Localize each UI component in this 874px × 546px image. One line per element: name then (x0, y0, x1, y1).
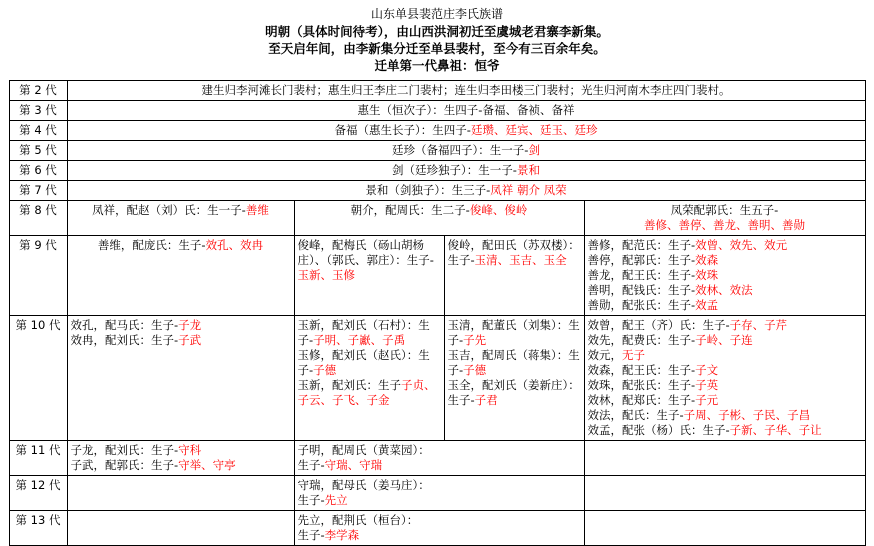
text-prefix: 效珠，配张氏：生子- (587, 378, 696, 392)
list-item (298, 513, 581, 528)
names-highlight: 子龙 (178, 318, 202, 332)
names-highlight: 守瑞、守瑞 (324, 458, 383, 472)
table-row (9, 476, 865, 511)
text-prefix: 效先，配费氏：生子- (587, 333, 696, 347)
document-title: 山东单县裴范庄李氏族谱 (370, 7, 503, 21)
names-highlight: 凤祥 朝介 凤荣 (490, 183, 567, 197)
generation-label: 第 8 代 (9, 201, 67, 236)
gen11-col4 (584, 441, 865, 476)
names-highlight: 子德 (313, 363, 337, 377)
names-highlight: 效林、效法 (695, 283, 753, 297)
gen8-col3-names: 善修、善停、善龙、善明、善勋 (644, 218, 805, 232)
names-highlight: 子明、子巚、子禹 (313, 333, 406, 347)
table-row (9, 181, 865, 201)
list-item (71, 458, 291, 473)
text-prefix: 守瑞，配母氏（姜马庄）： (297, 478, 430, 492)
text-prefix: 玉新，配刘氏（石村）：生子- (297, 318, 430, 347)
names-highlight: 子德 (463, 363, 487, 377)
generation-label: 第 11 代 (9, 441, 67, 476)
names-highlight: 效孟 (695, 298, 719, 312)
list-item (588, 283, 862, 298)
gen11-col2 (294, 441, 584, 476)
text-prefix: 效曾，配王（齐）氏：生子- (587, 318, 730, 332)
list-item (298, 378, 441, 408)
text-prefix: 效元， (587, 348, 622, 362)
list-item (588, 318, 862, 333)
generation-content (67, 181, 865, 201)
table-row (9, 101, 865, 121)
gen9-col1 (67, 236, 294, 316)
gen12-col4 (584, 476, 865, 511)
gen10-col3 (444, 316, 584, 441)
text-prefix: 善龙，配王氏：生子- (587, 268, 696, 282)
text-prefix: 善停，配郭氏：生子- (587, 253, 696, 267)
table-row (9, 511, 865, 546)
table-row (9, 121, 865, 141)
names-highlight: 子文 (695, 363, 719, 377)
table-row (9, 236, 865, 316)
list-item (588, 393, 862, 408)
gen9-col3 (444, 236, 584, 316)
names-highlight: 子新、子华、子让 (729, 423, 822, 437)
text-prefix: 玉新，配刘氏：生子 (297, 378, 401, 392)
list-item (71, 333, 291, 348)
names-highlight: 效曾、效先、效元 (695, 238, 788, 252)
text-prefix: 备福（惠生长子）：生四子- (334, 123, 471, 137)
list-item (448, 318, 581, 348)
text-prefix: 生子- (297, 528, 325, 542)
text-prefix: 廷珍（备福四子）：生一子- (392, 143, 529, 157)
names-highlight: 玉清、玉吉、玉全 (474, 253, 567, 267)
table-row (9, 81, 865, 101)
gen10-col1 (67, 316, 294, 441)
text-prefix: 生子- (297, 493, 325, 507)
list-item (71, 318, 291, 333)
list-item (588, 423, 862, 438)
text-prefix: 效孔，配马氏：生子- (70, 318, 179, 332)
names-highlight: 效珠 (695, 268, 719, 282)
names-highlight: 玉新、玉修 (297, 268, 355, 282)
gen12-col2 (294, 476, 584, 511)
text-prefix: 子武，配郭氏：生子- (70, 458, 179, 472)
names-highlight: 先立 (324, 493, 348, 507)
text-prefix: 子明，配周氏（黄菜园）： (297, 443, 430, 457)
generation-label: 第 7 代 (9, 181, 67, 201)
table-row (9, 141, 865, 161)
gen13-col2 (294, 511, 584, 546)
text-prefix: 玉全，配刘氏（姜新庄）：生子- (447, 378, 580, 407)
list-item (588, 238, 862, 253)
gen11-col1 (67, 441, 294, 476)
names-highlight: 善维 (245, 203, 269, 217)
text-prefix: 效林，配郑氏：生子- (587, 393, 696, 407)
text-prefix: 效法，配氏：生子- (587, 408, 684, 422)
gen8-col3-line1: 凤荣配郭氏：生五子- (670, 203, 779, 217)
text-prefix: 子龙，配刘氏：生子- (70, 443, 179, 457)
gen9-col2 (294, 236, 444, 316)
names-highlight: 无子 (622, 348, 645, 362)
text-prefix: 善维，配庞氏：生子- (97, 238, 206, 252)
text-prefix: 善勋，配张氏：生子- (587, 298, 696, 312)
text-prefix: 俊峰，配梅氏（砀山胡杨庄）、（郭氏、郭庄）：生子- (297, 238, 434, 267)
names-highlight: 子岭、子连 (695, 333, 753, 347)
text-prefix: 凤祥，配赵（刘）氏：生一子- (92, 203, 246, 217)
gen12-col1 (67, 476, 294, 511)
generation-content (67, 121, 865, 141)
generation-label: 第 6 代 (9, 161, 67, 181)
text-prefix: 俊岭，配田氏（苏双楼）：生子- (447, 238, 580, 267)
header-line-3: 至天启年间，由李新集分迁至单县裴村，至今有三百余年矣。 (268, 41, 606, 56)
names-highlight: 效孔、效冉 (205, 238, 264, 252)
text-prefix: 效森，配王氏：生子- (587, 363, 696, 377)
list-item (588, 333, 862, 348)
gen13-col4 (584, 511, 865, 546)
text-prefix: 剑（廷珍独子）：生一子- (392, 163, 517, 177)
list-item (588, 268, 862, 283)
list-item (298, 318, 441, 348)
names-highlight: 守举、守亭 (178, 458, 236, 472)
generation-content: 惠生（恒次子）：生四子-备福、备祯、备祥 (67, 101, 865, 121)
text-prefix: 朝介，配周氏：生二子- (350, 203, 470, 217)
generation-content (67, 161, 865, 181)
gen10-col2 (294, 316, 444, 441)
generation-label: 第 12 代 (9, 476, 67, 511)
gen9-col4 (584, 236, 865, 316)
list-item (588, 363, 862, 378)
list-item (588, 378, 862, 393)
list-item (298, 493, 581, 508)
names-highlight: 廷瓒、廷宾、廷玉、廷珍 (470, 123, 598, 137)
generation-content (67, 141, 865, 161)
document-header (0, 0, 874, 74)
list-item (298, 348, 441, 378)
text-prefix: 生子- (297, 458, 325, 472)
list-item (298, 443, 581, 458)
genealogy-table (9, 80, 866, 546)
text-prefix: 善修，配范氏：生子- (587, 238, 696, 252)
gen8-col2 (294, 201, 584, 236)
generation-label: 第 5 代 (9, 141, 67, 161)
table-row (9, 441, 865, 476)
text-prefix: 玉修，配刘氏（赵氏）：生子- (297, 348, 430, 377)
list-item (448, 378, 581, 408)
text-prefix: 善明，配钱氏：生子- (587, 283, 696, 297)
generation-label: 第 3 代 (9, 101, 67, 121)
names-highlight: 子君 (474, 393, 498, 407)
gen8-col3 (584, 201, 865, 236)
header-line-2: 明朝（具体时间待考），由山西洪洞初迁至虞城老君寨李新集。 (265, 24, 609, 39)
table-row (9, 161, 865, 181)
list-item (448, 348, 581, 378)
table-row (9, 316, 865, 441)
names-highlight: 子元 (695, 393, 719, 407)
text-prefix: 景和（剑独子）：生三子- (365, 183, 491, 197)
list-item (588, 408, 862, 423)
names-highlight: 子武 (178, 333, 202, 347)
gen13-col1 (67, 511, 294, 546)
names-highlight: 景和 (516, 163, 540, 177)
names-highlight: 子存、子芹 (729, 318, 788, 332)
text-prefix: 玉吉，配周氏（蒋集）：生子- (447, 348, 580, 377)
list-item (298, 528, 581, 543)
gen10-col4 (584, 316, 865, 441)
names-highlight: 俊峰、俊岭 (469, 203, 528, 217)
list-item (588, 298, 862, 313)
names-highlight: 守科 (178, 443, 202, 457)
names-highlight: 子先 (463, 333, 487, 347)
generation-label: 第 4 代 (9, 121, 67, 141)
generation-label: 第 9 代 (9, 236, 67, 316)
generation-label: 第 2 代 (9, 81, 67, 101)
generation-content: 建生归李河滩长门裴村；惠生归王李庄二门裴村；连生归李田楼三门裴村；光生归河南木李庄四门裴村。 (67, 81, 865, 101)
list-item (298, 458, 581, 473)
text-prefix: 先立，配荆氏（桓台）： (297, 513, 419, 527)
generation-label: 第 13 代 (9, 511, 67, 546)
names-highlight: 效森 (695, 253, 719, 267)
list-item (588, 253, 862, 268)
names-highlight: 李学森 (324, 528, 360, 542)
generation-label: 第 10 代 (9, 316, 67, 441)
names-highlight: 剑 (528, 143, 540, 157)
names-highlight: 子周、子彬、子民、子昌 (683, 408, 811, 422)
list-item (71, 443, 291, 458)
names-highlight: 子英 (695, 378, 719, 392)
text-prefix: 玉清，配董氏（刘集）：生子- (447, 318, 580, 347)
list-item (588, 348, 862, 363)
text-prefix: 效孟，配张（杨）氏：生子- (587, 423, 730, 437)
gen8-col1 (67, 201, 294, 236)
list-item (298, 478, 581, 493)
text-prefix: 效冉，配刘氏：生子- (70, 333, 179, 347)
header-line-4: 迁单第一代鼻祖：恒爷 (374, 58, 500, 73)
table-row (9, 201, 865, 236)
names-highlight: 子贞、子云、子飞、子金 (297, 378, 436, 407)
